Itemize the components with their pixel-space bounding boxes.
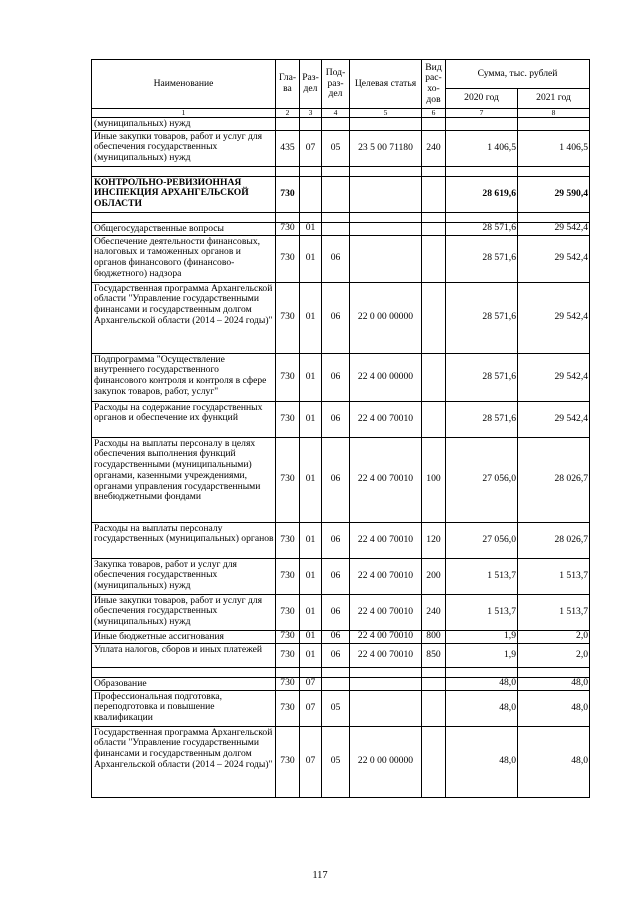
row-sum-2021	[518, 118, 590, 131]
row-razdel	[300, 118, 322, 131]
row-razdel: 01	[300, 353, 322, 401]
row-sum-2020: 1,9	[446, 643, 518, 667]
table-row	[92, 690, 590, 726]
row-podrazdel: 06	[322, 558, 350, 594]
row-glava: 730	[276, 677, 300, 690]
row-razdel: 01	[300, 522, 322, 558]
row-vid-rashodov: 120	[422, 522, 446, 558]
row-name: Подпрограмма "Осуществление внутреннего государственного финансового контроля и контроля в сфере закупок товаров, работ, услуг"	[92, 353, 276, 401]
table-row	[92, 522, 590, 558]
row-sum-2020: 28 571,6	[446, 401, 518, 437]
row-name: Расходы на выплаты персоналу государственных (муниципальных) органов	[92, 522, 276, 558]
table-row	[92, 222, 590, 235]
row-podrazdel: 05	[322, 130, 350, 166]
row-celevaya-statya: 22 4 00 70010	[350, 594, 422, 630]
row-celevaya-statya: 22 4 00 70010	[350, 558, 422, 594]
empty-row	[92, 166, 590, 176]
row-celevaya-statya: 22 4 00 70010	[350, 643, 422, 667]
row-podrazdel	[322, 118, 350, 131]
row-razdel: 01	[300, 437, 322, 522]
row-glava: 730	[276, 235, 300, 282]
row-sum-2020: 48,0	[446, 690, 518, 726]
row-glava: 730	[276, 630, 300, 643]
table-row	[92, 594, 590, 630]
row-name: Профессиональная подготовка, переподготовка и повышение квалификации	[92, 690, 276, 726]
column-number: 2	[276, 109, 300, 118]
row-glava: 730	[276, 353, 300, 401]
row-vid-rashodov: 240	[422, 130, 446, 166]
row-name: Иные закупки товаров, работ и услуг для обеспечения государственных (муниципальных) нужд	[92, 594, 276, 630]
row-sum-2021: 1 513,7	[518, 594, 590, 630]
row-podrazdel: 06	[322, 437, 350, 522]
row-name: Государственная программа Архангельской области "Управление государственными финансами и государственным долгом Архангельской области (2014 – 2024 годы)"	[92, 282, 276, 353]
table-row	[92, 176, 590, 212]
row-podrazdel	[322, 176, 350, 212]
row-razdel: 01	[300, 643, 322, 667]
table-body	[92, 118, 590, 798]
row-podrazdel: 06	[322, 401, 350, 437]
row-sum-2020: 1,9	[446, 630, 518, 643]
table-row	[92, 677, 590, 690]
row-vid-rashodov	[422, 353, 446, 401]
row-razdel: 01	[300, 282, 322, 353]
row-sum-2020: 28 571,6	[446, 235, 518, 282]
table-header	[92, 60, 590, 118]
row-podrazdel: 06	[322, 235, 350, 282]
row-podrazdel: 06	[322, 353, 350, 401]
row-glava: 730	[276, 594, 300, 630]
empty-row	[92, 212, 590, 222]
row-name: (муниципальных) нужд	[92, 118, 276, 131]
row-glava: 730	[276, 522, 300, 558]
table-row	[92, 401, 590, 437]
table-row	[92, 130, 590, 166]
row-podrazdel: 05	[322, 690, 350, 726]
row-sum-2020: 48,0	[446, 726, 518, 797]
table-row	[92, 643, 590, 667]
header-razdel: Раз-дел	[300, 60, 322, 109]
row-glava: 730	[276, 437, 300, 522]
row-celevaya-statya: 22 4 00 70010	[350, 630, 422, 643]
row-razdel: 01	[300, 235, 322, 282]
row-razdel: 01	[300, 401, 322, 437]
row-celevaya-statya	[350, 235, 422, 282]
row-sum-2021: 48,0	[518, 726, 590, 797]
budget-table	[91, 59, 590, 798]
row-podrazdel: 06	[322, 594, 350, 630]
header-year-2021: 2021 год	[518, 89, 590, 109]
row-sum-2021: 48,0	[518, 690, 590, 726]
header-summa: Сумма, тыс. рублей	[446, 60, 590, 89]
header-celevaya-statya: Целевая статья	[350, 60, 422, 109]
row-vid-rashodov	[422, 726, 446, 797]
row-celevaya-statya	[350, 118, 422, 131]
row-glava	[276, 118, 300, 131]
row-vid-rashodov	[422, 677, 446, 690]
column-number: 7	[446, 109, 518, 118]
row-vid-rashodov	[422, 690, 446, 726]
row-name: Закупка товаров, работ и услуг для обеспечения государственных (муниципальных) нужд	[92, 558, 276, 594]
row-glava: 730	[276, 282, 300, 353]
row-vid-rashodov: 100	[422, 437, 446, 522]
row-sum-2020: 1 513,7	[446, 558, 518, 594]
row-podrazdel: 06	[322, 630, 350, 643]
column-number: 6	[422, 109, 446, 118]
row-razdel: 01	[300, 558, 322, 594]
row-glava: 730	[276, 176, 300, 212]
row-celevaya-statya	[350, 677, 422, 690]
row-sum-2020: 27 056,0	[446, 437, 518, 522]
page-number: 117	[312, 870, 328, 881]
row-sum-2020: 28 571,6	[446, 353, 518, 401]
header-year-2020: 2020 год	[446, 89, 518, 109]
row-celevaya-statya: 22 0 00 00000	[350, 726, 422, 797]
table-row	[92, 437, 590, 522]
row-sum-2020: 48,0	[446, 677, 518, 690]
row-glava: 730	[276, 726, 300, 797]
row-razdel: 07	[300, 690, 322, 726]
row-vid-rashodov	[422, 282, 446, 353]
row-name: Расходы на выплаты персоналу в целях обеспечения выполнения функций государственными (муниципальными) органами, казенными учреждениями, органами управления государственными внебюджетными фондами	[92, 437, 276, 522]
row-name: КОНТРОЛЬНО-РЕВИЗИОННАЯ ИНСПЕКЦИЯ АРХАНГЕЛЬСКОЙ ОБЛАСТИ	[92, 176, 276, 212]
row-podrazdel: 06	[322, 522, 350, 558]
column-number: 5	[350, 109, 422, 118]
row-sum-2020	[446, 118, 518, 131]
row-vid-rashodov: 240	[422, 594, 446, 630]
row-vid-rashodov	[422, 176, 446, 212]
row-celevaya-statya: 22 4 00 70010	[350, 401, 422, 437]
row-razdel: 01	[300, 630, 322, 643]
row-sum-2021: 29 542,4	[518, 401, 590, 437]
row-sum-2021: 28 026,7	[518, 522, 590, 558]
row-vid-rashodov	[422, 222, 446, 235]
row-sum-2021: 29 542,4	[518, 235, 590, 282]
row-sum-2021: 29 542,4	[518, 282, 590, 353]
row-name: Уплата налогов, сборов и иных платежей	[92, 643, 276, 667]
header-podrazdel: Под-раз-дел	[322, 60, 350, 109]
table-row	[92, 118, 590, 131]
row-razdel: 01	[300, 222, 322, 235]
row-sum-2021: 2,0	[518, 643, 590, 667]
row-name: Государственная программа Архангельской области "Управление государственными финансами и государственным долгом Архангельской области (2014 – 2024 годы)"	[92, 726, 276, 797]
row-razdel: 07	[300, 130, 322, 166]
row-celevaya-statya: 22 4 00 70010	[350, 437, 422, 522]
row-sum-2020: 28 571,6	[446, 222, 518, 235]
column-number: 1	[92, 109, 276, 118]
column-number: 4	[322, 109, 350, 118]
row-glava: 730	[276, 401, 300, 437]
column-number-row	[92, 109, 590, 118]
row-celevaya-statya: 23 5 00 71180	[350, 130, 422, 166]
row-podrazdel: 06	[322, 282, 350, 353]
row-sum-2021: 1 406,5	[518, 130, 590, 166]
row-celevaya-statya	[350, 176, 422, 212]
row-sum-2020: 28 619,6	[446, 176, 518, 212]
row-sum-2021: 1 513,7	[518, 558, 590, 594]
row-name: Иные закупки товаров, работ и услуг для обеспечения государственных (муниципальных) нужд	[92, 130, 276, 166]
row-vid-rashodov: 200	[422, 558, 446, 594]
row-name: Расходы на содержание государственных органов и обеспечение их функций	[92, 401, 276, 437]
table-row	[92, 726, 590, 797]
row-glava: 435	[276, 130, 300, 166]
row-name: Образование	[92, 677, 276, 690]
empty-row	[92, 667, 590, 677]
row-celevaya-statya: 22 0 00 00000	[350, 282, 422, 353]
row-vid-rashodov: 800	[422, 630, 446, 643]
column-number: 8	[518, 109, 590, 118]
row-celevaya-statya: 22 4 00 00000	[350, 353, 422, 401]
row-sum-2020: 1 513,7	[446, 594, 518, 630]
table-row	[92, 235, 590, 282]
row-razdel: 07	[300, 677, 322, 690]
row-vid-rashodov	[422, 235, 446, 282]
row-name: Иные бюджетные ассигнования	[92, 630, 276, 643]
table-row	[92, 353, 590, 401]
row-sum-2020: 1 406,5	[446, 130, 518, 166]
row-sum-2021: 48,0	[518, 677, 590, 690]
row-glava: 730	[276, 222, 300, 235]
row-podrazdel: 05	[322, 726, 350, 797]
row-vid-rashodov	[422, 401, 446, 437]
header-glava: Гла-ва	[276, 60, 300, 109]
row-sum-2020: 27 056,0	[446, 522, 518, 558]
row-podrazdel	[322, 222, 350, 235]
table-row	[92, 282, 590, 353]
row-sum-2021: 29 590,4	[518, 176, 590, 212]
row-razdel	[300, 176, 322, 212]
row-glava: 730	[276, 690, 300, 726]
row-sum-2020: 28 571,6	[446, 282, 518, 353]
header-vid-rashodov: Вид рас-хо-дов	[422, 60, 446, 109]
row-vid-rashodov	[422, 118, 446, 131]
table-row	[92, 630, 590, 643]
row-glava: 730	[276, 643, 300, 667]
row-glava: 730	[276, 558, 300, 594]
row-celevaya-statya	[350, 690, 422, 726]
row-sum-2021: 29 542,4	[518, 353, 590, 401]
table-row	[92, 558, 590, 594]
row-razdel: 01	[300, 594, 322, 630]
row-name: Общегосударственные вопросы	[92, 222, 276, 235]
row-razdel: 07	[300, 726, 322, 797]
row-podrazdel: 06	[322, 643, 350, 667]
row-sum-2021: 28 026,7	[518, 437, 590, 522]
column-number: 3	[300, 109, 322, 118]
row-sum-2021: 29 542,4	[518, 222, 590, 235]
row-vid-rashodov: 850	[422, 643, 446, 667]
row-name: Обеспечение деятельности финансовых, налоговых и таможенных органов и органов финансового (финансово-бюджетного) надзора	[92, 235, 276, 282]
row-podrazdel	[322, 677, 350, 690]
row-celevaya-statya: 22 4 00 70010	[350, 522, 422, 558]
header-name: Наименование	[92, 60, 276, 109]
row-celevaya-statya	[350, 222, 422, 235]
row-sum-2021: 2,0	[518, 630, 590, 643]
